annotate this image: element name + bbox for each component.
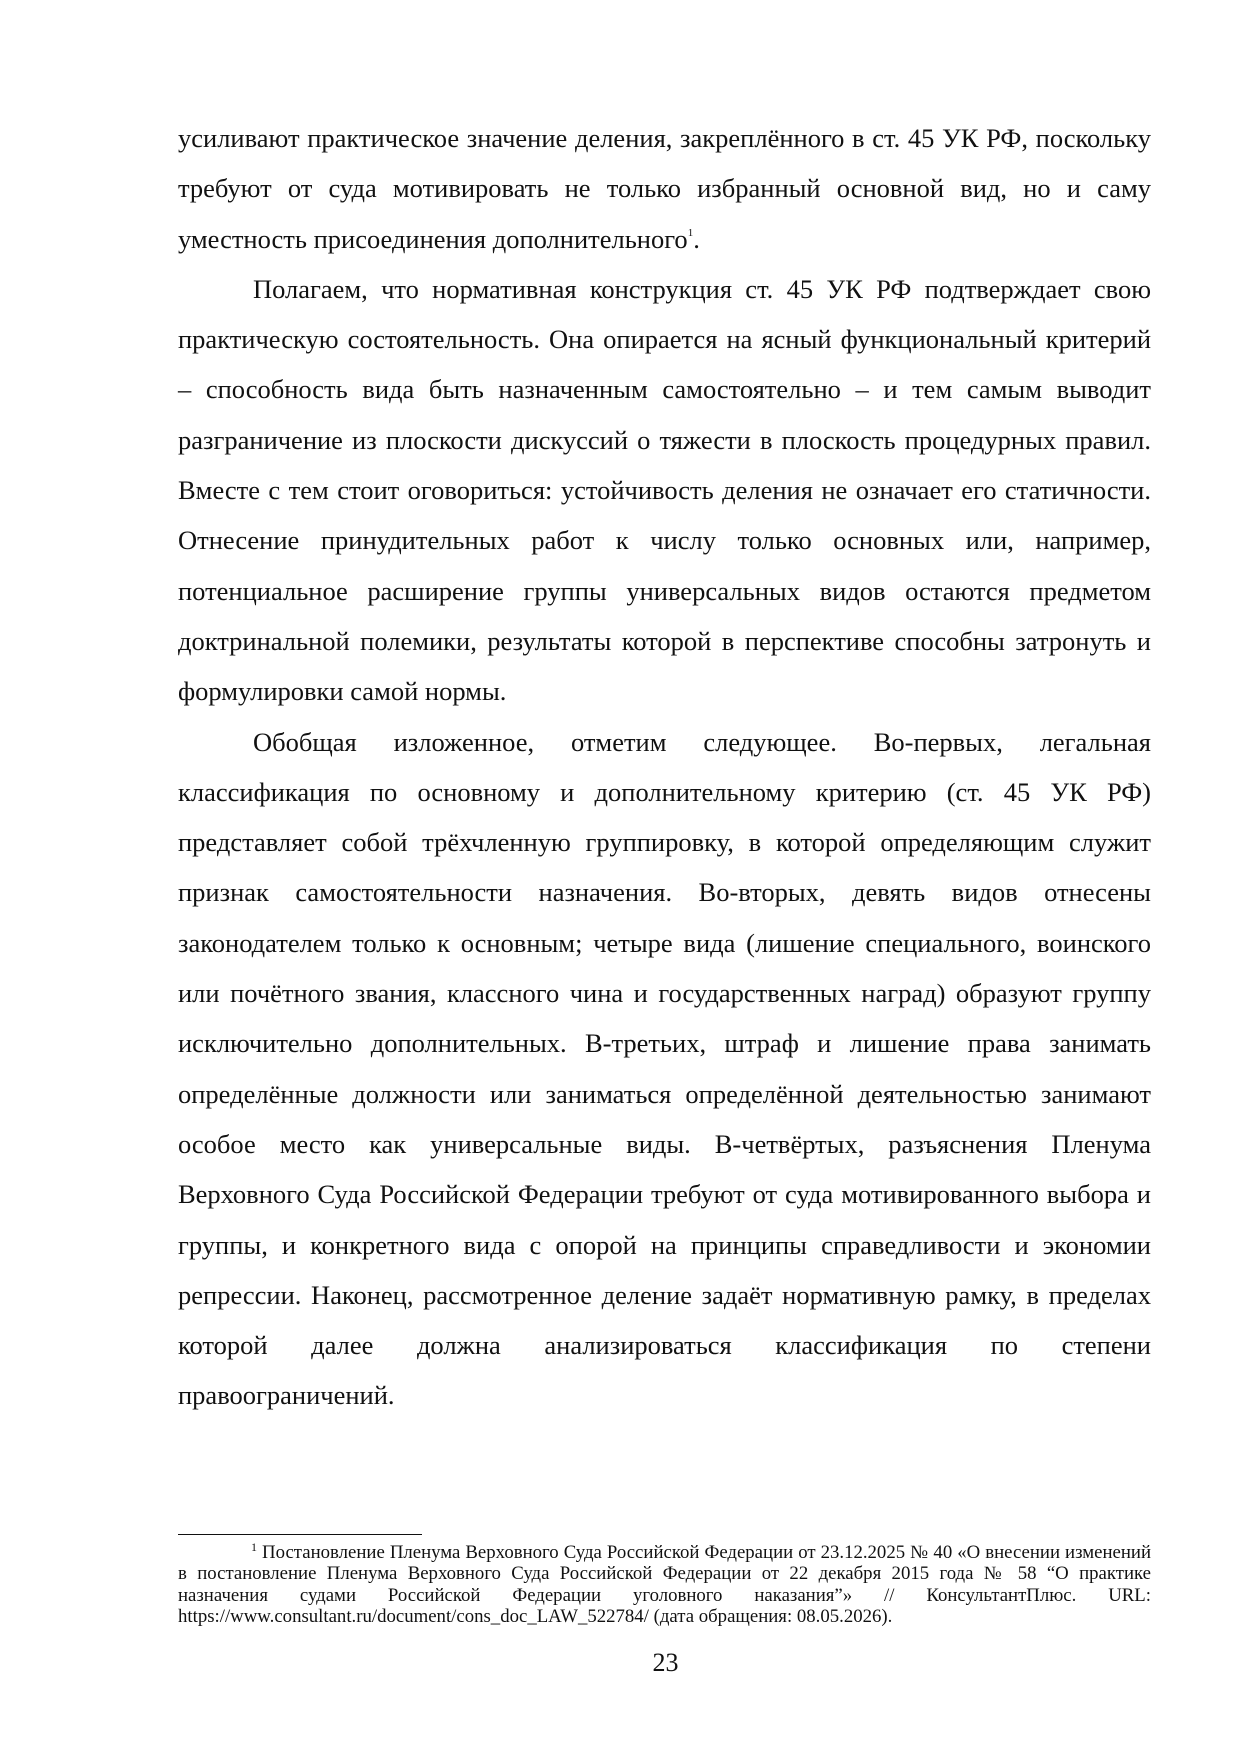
footnote-separator <box>178 1534 422 1535</box>
paragraph-2: Полагаем, что нормативная конструкция ст. 45 УК РФ подтверждает свою практическую состоятельность. Она опирается на ясный функциональный критерий – способность вида быть назначенным самостоятельно – и тем самым выводит разграничение из плоскости дискуссий о тяжести в плоскость процедурных правил. Вместе с тем стоит оговориться: устойчивость деления не означает его статичности. Отнесение принудительных работ к числу только основных или, например, потенциальное расширение группы универсальных видов остаются предметом доктринальной полемики, результаты которой в перспективе способны затронуть и формулировки самой нормы. <box>178 273 1151 707</box>
paragraph-continued <box>178 113 1151 264</box>
paragraph-1-end: . <box>693 223 700 254</box>
footnote-number: 1 <box>251 1540 257 1554</box>
main-text <box>178 113 1151 1421</box>
footnote-reference: 1 <box>687 226 694 239</box>
paragraph-3: Обобщая изложенное, отметим следующее. Во-первых, легальная классификация по основному и дополнительному критерию (ст. 45 УК РФ) представляет собой трёхчленную группировку, в которой определяющим служит признак самостоятельности назначения. Во-вторых, девять видов отнесены законодателем только к основным; четыре вида (лишение специального, воинского или почётного звания, классного чина и государственных наград) образуют группу исключительно дополнительных. В-третьих, штраф и лишение права занимать определённые должности или заниматься определённой деятельностью занимают особое место как универсальные виды. В-четвёртых, разъяснения Пленума Верховного Суда Российской Федерации требуют от суда мотивированного выбора и группы, и конкретного вида с опорой на принципы справедливости и экономии репрессии. Наконец, рассмотренное деление задаёт нормативную рамку, в пределах которой далее должна анализироваться классификация по степени правоограничений. <box>178 726 1151 1411</box>
page-number: 23 <box>652 1648 679 1677</box>
paragraph-1-text: усиливают практическое значение деления, закреплённого в ст. 45 УК РФ, поскольку требуют от суда мотивировать не только избранный основной вид, но и саму уместность присоединения дополнительного <box>178 123 1151 254</box>
footnote-text: Постановление Пленума Верховного Суда Российской Федерации от 23.12.2025 № 40 «О внесении изменений в постановление Пленума Верховного Суда Российской Федерации от 22 декабря 2015 года № 58 “О практике назначения судами Российской Федерации уголовного наказания”» // КонсультантПлюс. URL: https://www.consultant.ru/document/cons_doc_LAW_522784/ (дата обращения: 08.05.2026). <box>178 1542 1151 1628</box>
footnote-1 <box>178 1542 1151 1628</box>
footnote <box>178 1542 1151 1628</box>
